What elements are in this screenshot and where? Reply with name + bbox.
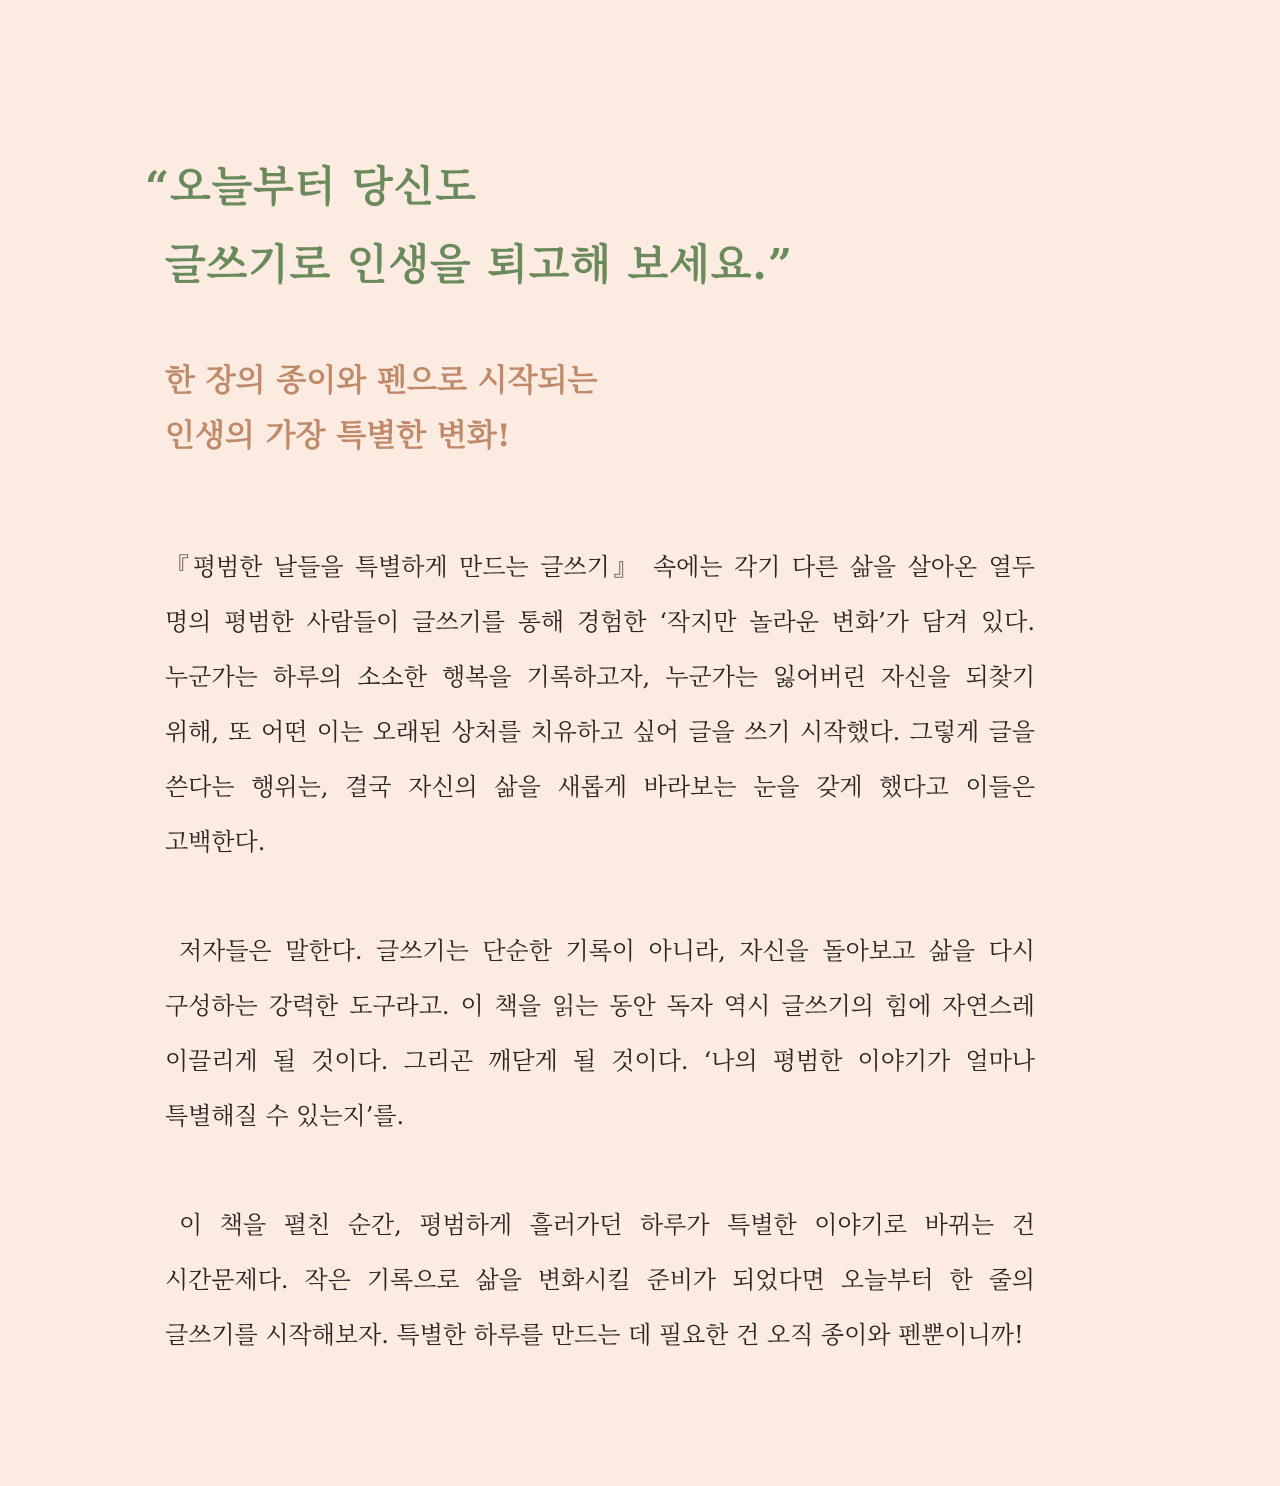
headline-line-1: “오늘부터 당신도 [145, 162, 477, 211]
headline-quote [145, 148, 793, 304]
subheadline-line-1: 한 장의 종이와 펜으로 시작되는 [165, 363, 598, 399]
body-paragraph-3: 이 책을 펼친 순간, 평범하게 흘러가던 하루가 특별한 이야기로 바뀌는 건 시간문제다. 작은 기록으로 삶을 변화시킬 준비가 되었다면 오늘부터 한 줄의 글쓰기를 시작해보자. 특별한 하루를 만드는 데 필요한 건 오직 종이와 펜뿐이니까! [165, 1211, 1035, 1349]
subheadline-line-2: 인생의 가장 특별한 변화! [165, 418, 511, 454]
body-paragraph-1: 『평범한 날들을 특별하게 만드는 글쓰기』 속에는 각기 다른 삶을 살아온 열두 명의 평범한 사람들이 글쓰기를 통해 경험한 ‘작지만 놀라운 변화’가 담겨 있다. 누군가는 하루의 소소한 행복을 기록하고자, 누군가는 잃어버린 자신을 되찾기 위해, 또 어떤 이는 오래된 상처를 치유하고 싶어 글을 쓰기 시작했다. 그렇게 글을 쓴다는 행위는, 결국 자신의 삶을 새롭게 바라보는 눈을 갖게 했다고 이들은 고백한다. [165, 553, 1035, 856]
body-paragraph-2: 저자들은 말한다. 글쓰기는 단순한 기록이 아니라, 자신을 돌아보고 삶을 다시 구성하는 강력한 도구라고. 이 책을 읽는 동안 독자 역시 글쓰기의 힘에 자연스레 이끌리게 될 것이다. 그리곤 깨닫게 될 것이다. ‘나의 평범한 이야기가 얼마나 특별해질 수 있는지’를. [165, 937, 1035, 1130]
body-text [165, 540, 1035, 1363]
subheadline [165, 354, 597, 464]
headline-line-2: 글쓰기로 인생을 퇴고해 보세요.” [165, 240, 794, 289]
